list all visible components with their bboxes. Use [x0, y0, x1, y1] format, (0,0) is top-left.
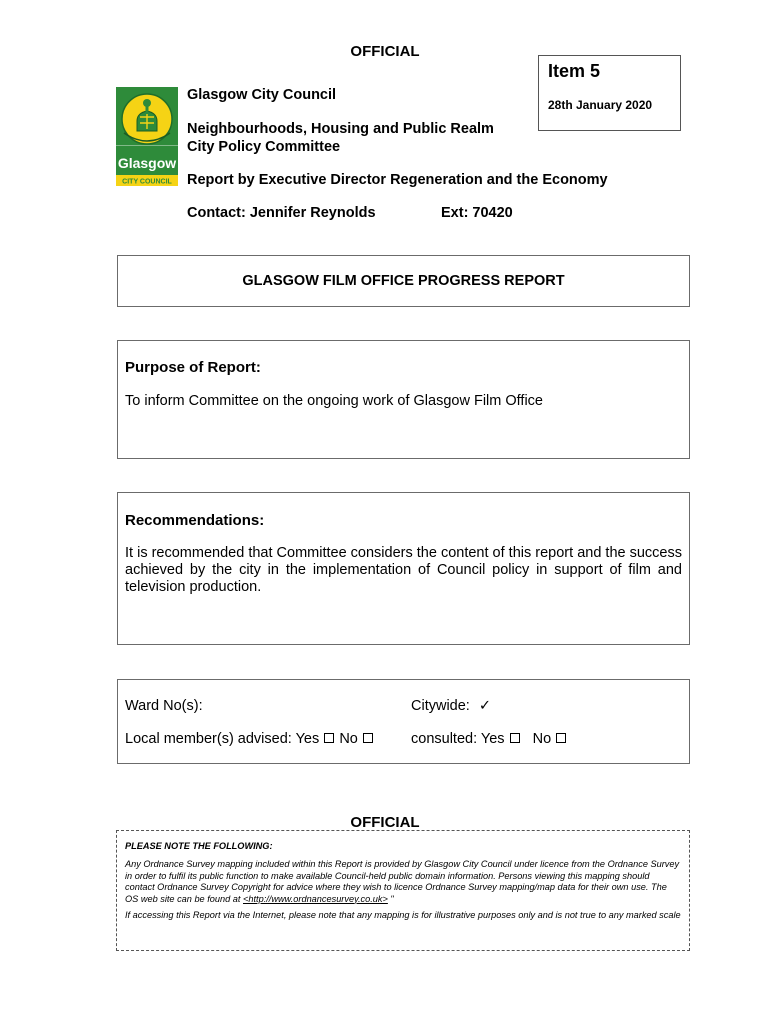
official-label-bottom: OFFICIAL	[350, 814, 420, 831]
local-members-no-checkbox[interactable]	[363, 733, 373, 743]
note-paragraph-2: If accessing this Report via the Internet, please note that any mapping is for illustrative purposes only and is not true to any marked scale	[125, 910, 681, 920]
ward-box	[117, 679, 690, 764]
item-box	[538, 55, 681, 131]
consulted-yes-checkbox[interactable]	[510, 733, 520, 743]
logo-subtext: CITY COUNCIL	[122, 178, 172, 186]
note-heading: PLEASE NOTE THE FOLLOWING:	[125, 841, 273, 851]
note-paragraph-1	[125, 859, 681, 905]
recommendations-text: It is recommended that Committee considers the content of this report and the success achieved by the city in the implementation of Council policy in support of film and television production.	[125, 545, 682, 595]
local-members-yes-checkbox[interactable]	[324, 733, 334, 743]
official-label-top: OFFICIAL	[350, 43, 420, 60]
report-by: Report by Executive Director Regeneration and the Economy	[187, 172, 608, 188]
organization-name: Glasgow City Council	[187, 87, 337, 103]
consulted-no-label: No	[532, 731, 552, 747]
committee-name-line2: City Policy Committee	[187, 139, 341, 155]
recommendations-heading: Recommendations:	[125, 512, 265, 529]
consulted-field	[411, 731, 567, 747]
citywide-field	[411, 698, 491, 714]
local-members-no-label: No	[339, 731, 358, 747]
logo-word: Glasgow	[117, 155, 177, 171]
consulted-label: consulted: Yes	[411, 731, 505, 747]
citywide-check-icon: ✓	[478, 698, 492, 714]
committee-name-line1: Neighbourhoods, Housing and Public Realm	[187, 121, 494, 137]
report-title: GLASGOW FILM OFFICE PROGRESS REPORT	[242, 273, 565, 289]
local-members-field	[125, 731, 374, 747]
note-closing-quote: "	[387, 893, 394, 904]
ward-label: Ward No(s):	[125, 698, 203, 714]
contact-name: Contact: Jennifer Reynolds	[187, 205, 376, 221]
purpose-heading: Purpose of Report:	[125, 359, 261, 376]
contact-extension: Ext: 70420	[441, 205, 513, 221]
citywide-label: Citywide:	[411, 698, 470, 714]
item-date: 28th January 2020	[548, 98, 653, 112]
report-title-box	[117, 255, 690, 307]
item-number: Item 5	[548, 61, 601, 81]
consulted-no-checkbox[interactable]	[556, 733, 566, 743]
ordnance-survey-note-box	[116, 830, 690, 951]
local-members-label: Local member(s) advised: Yes	[125, 731, 320, 747]
purpose-box	[117, 340, 690, 459]
glasgow-city-council-logo	[116, 87, 178, 186]
ordnance-survey-link[interactable]: <http://www.ordnancesurvey.co.uk>	[243, 893, 388, 904]
ward-box-divider	[117, 763, 690, 764]
note-text: Any Ordnance Survey mapping included within this Report is provided by Glasgow City Council under licence from the Ordnance Survey in order to fulfil its public function to make available Council-held public domain information. Persons viewing this mapping should contact Ordnance Survey Copyright for advice where they wish to licence Ordnance Survey mapping/map data for their own use. The OS web site can be found at	[125, 859, 680, 904]
recommendations-box	[117, 492, 690, 645]
purpose-text: To inform Committee on the ongoing work of Glasgow Film Office	[125, 393, 543, 409]
